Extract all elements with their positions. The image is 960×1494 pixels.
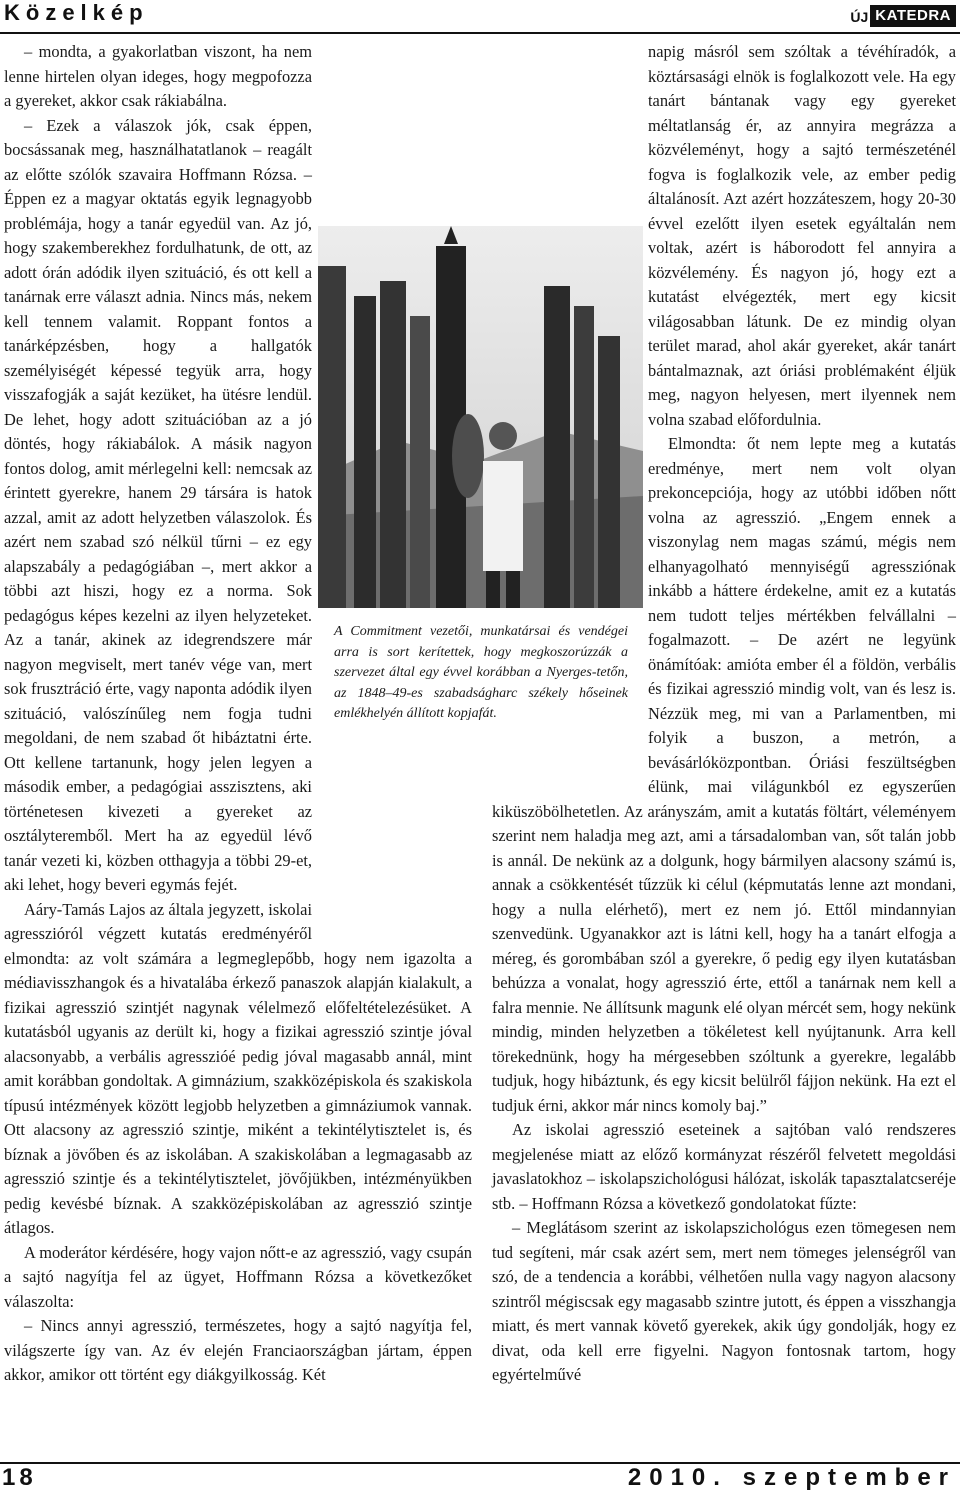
kopjafa-illustration (318, 226, 643, 608)
paragraph: Az iskolai agresszió eseteinek a sajtóban való rendszeres megjelenése miatt az előző kormányzat részéről felvetett megoldási javaslatokhoz – iskolapszichológusi hálózat, iskolák tapasztalatcseréje stb. – Hoffmann Rózsa a következő gondolatokat fűzte: (492, 1120, 956, 1213)
header-rule (0, 32, 960, 34)
magazine-logo (850, 5, 956, 27)
page-number: 18 (2, 1464, 37, 1491)
kopjafa-photo (318, 226, 643, 608)
paragraph: napig másról sem szóltak a tévéhíradók, a köztársasági elnök is foglalkozott vele. Ha egy tanárt bántanak vagy egy gyereket méltatlanság ér, az annyira megrázza a közvéleményt, hogy a sajtó természeténél fogva is foglalkozik vele, az ember pedig általánosít. Azt azért hozzáteszem, hogy 20-30 évvel ezelőtt ilyen esetek egyáltalán nem voltak, azért is háborodott fel annyira a közvélemény. És nagyon jó, hogy ezt a kutatást elvégezték, mert egy kicsit világosabban látunk. De ez mindig olyan terület marad, ahol akár gyereket, akár tanárt bántalmaznak, azt óriási problémaként éljük meg, nagyon helyesen, mert ilyennek nem volna szabad előfordulnia. (648, 42, 956, 429)
paragraph: – Ezek a válaszok jók, csak éppen, bocsássanak meg, használhatatlanok – reagált az előtte szólók szavaira Hoffmann Rózsa. – Éppen ez a magyar oktatás egyik legnagyobb problémája, hogy a tanár egyedül van. Az jó, hogy szakemberekhez fordulhatunk, de ott, az adott órán adódik ilyen szituáció, és ott kell a tanárnak erre választ adnia. Nincs más, nekem kell tennem valamit. Roppant fontos a tanárképzésben, hogy a hallgatók személyiségét képessé tegyük arra, hogy visszafogják a saját kezüket, ha ütésre lendül. De lehet, hogy adott szituációban az a jó döntés, hogy rákiabálok. A másik nagyon fontos dolog, amit mérlegelni kell: nemcsak az érintett gyerekre, hanem 29 társára is hatok azzal, amit az adott helyzetben válaszolok. És azért nem szabad szó nélkül tűrni – ez egy alapszabály a pedagógiában –, mert akkor a többi azt hiszi, hogy ez a norma. Sok pedagógus képes kezelni az ilyen helyzeteket. Az a tanár, akinek az idegrendszere már nagyon megviselt, mert tanév vége van, mert sok frusztráció érte, vagy naponta adódik ilyen szituáció, valószínűleg nem fogja tudni megoldani, de nem szabad őt hibáztatni érte. Ott kellene tartanunk, hogy jelen legyen a második ember, a pedagógiai asszisztens, aki történetesen kivezeti a gyereket az osztályteremből. Mert ha az egyedül lévő tanár vezeti ki, közben otthagyja a többi 29-et, aki lehet, hogy beveri egymás fejét. (4, 115, 312, 894)
issue-date: 2010. szeptember (627, 1464, 956, 1491)
paragraph: Elmondta: őt nem lepte meg a kutatás eredménye, mert nem volt olyan prekoncepciója, hogy az utóbbi időben nőtt volna az agresszió. „Engem ennek a viszonylag nem magas számú, mégis nem elhanyagolható mennyiségű agressziónak inkább a háttere érdekelne, amit ez a kutatás nem tudott teljes mértékben felvállalni – fogalmazott. – De azért ne legyünk önámítóak: amióta ember él a földön, verbális és fizikai agresszió mindig volt, van és lesz is. Nézzük meg, mi van a Parlamentben, mi folyik a buszon, a metrón, a bevásárlóközpontban. Óriási feszültségben élünk, mai világunkból ez egyszerűen kiküszöbölhetetlen. Az arányszám, amit a kutatás föltárt, véleményem szerint nem haladja meg azt, ami a társadalomban van, sőt talán jobb is annál. De nekünk az a dolgunk, hogy bármilyen alacsony számú is, annak a csökkentését tűzzük ki célul (képmutatás lenne azt mondani, hogy a nulla elérhető), mert ez nem jó. Ettől mindannyian szenvedünk. Ugyanakkor azt is látni kell, hogy ha a tanárt elfogja a méreg, és gorombában szól a gyerekre, ő pedig egy ilyen kutatásban behúzza a vonalat, hogy agresszió érte, ettől a tanárnak nem kell a falra mennie. Ne állítsunk magunk elé olyan mércét sem, hogy nekünk mindig, minden helyzetben a tökéletest kell nyújtanunk. Arra kell törekednünk, hogy ha mérgesebben szóltunk a gyerekre, legalább tudjuk, hogy hibáztunk, és egy kicsit belülről fájjon nekünk. Ha ezt el tudjuk érni, akkor már nincs komoly baj.” (492, 434, 956, 1115)
logo-main: KATEDRA (870, 5, 956, 27)
logo-prefix: ÚJ (850, 9, 869, 25)
paragraph: A moderátor kérdésére, hogy vajon nőtt-e az agresszió, vagy csupán a sajtó nagyítja fel az ügyet, Hoffmann Rózsa a következőket válaszolta: (4, 1242, 472, 1311)
section-title: Közelkép (4, 0, 149, 25)
photo-caption: A Commitment vezetői, munkatársai és vendégei arra is sort kerítettek, hogy megkoszorúzzák a szervezet által egy évvel korábban a Nyerges-tetőn, az 1848–49-es szabadságharc székely hőseinek emlékhelyén állított kopjafát. (334, 624, 628, 721)
paragraph: – Nincs annyi agresszió, természetes, hogy a sajtó nagyítja fel, világszerte így van. Az év elején Franciaországban jártam, éppen akkor, amikor ott történt egy diákgyilkosság. Két (4, 1316, 472, 1384)
paragraph: – Meglátásom szerint az iskolapszichológus ezen tömegesen nem tud segíteni, már csak azért sem, mert nem tömeges jelenségről van szó, de a tendencia a korábbi, vélhetően nulla vagy nagyon alacsony szintről mégiscsak egy magasabb szintre jutott, és éppen a visszhangja miatt, és mert vannak követő gyerekek, akik úgy gondolják, hogy ez divat, oda kell erre figyelni. Nagyon fontosnak tartom, hogy egyértelművé (492, 1218, 956, 1384)
paragraph: – mondta, a gyakorlatban viszont, ha nem lenne hirtelen olyan ideges, hogy megpofozza a gyereket, akkor csak rákiabálna. (4, 42, 312, 110)
paragraph: Aáry-Tamás Lajos az általa jegyzett, iskolai agresszióról végzett kutatás eredményéről elmondta: az volt számára a legmeglepőbb, hogy nem igazolta a médiavisszhangok és a hivatalába érkező panaszok alapján kialakult, a fizikai agresszió szintjét nagynak vélelmező előfeltételezésüket. A kutatásból ugyanis az derült ki, hogy a fizikai agresszió szintje jóval alacsonyabb, a verbális agresszióé pedig jóval magasabb annál, mint amit korábban gondoltak. A gimnázium, szakközépiskola és szakiskola típusú intézmények között legjobb helyzetben a gimnáziumok vannak. Ott alacsony az agresszió szintje, miként a tekintélytisztelet is, és bíznak a jövőben és az iskolában. A szakiskolában a legmagasabb az agresszió szintje és a tekintélytisztelet, jövőjükben, intézményükben pedig kevésbé bíznak. A szakközépiskolában az agresszió szintje átlagos. (4, 899, 472, 1237)
